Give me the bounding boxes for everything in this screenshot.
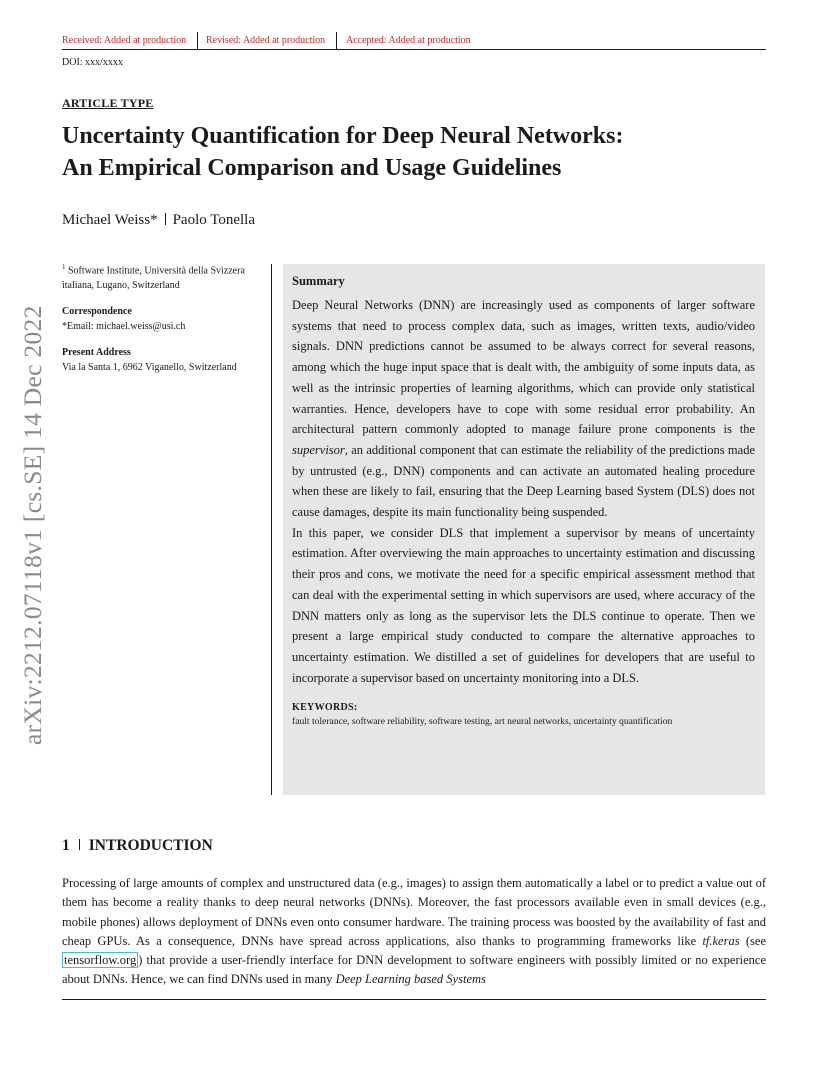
body-text: (see	[739, 933, 767, 948]
summary-heading: Summary	[292, 274, 345, 288]
summary-emphasis: supervisor	[292, 442, 345, 457]
column-divider	[271, 264, 272, 795]
affiliation-column	[62, 260, 258, 375]
section-title: INTRODUCTION	[88, 837, 213, 854]
author-separator	[165, 213, 166, 225]
paper-title	[62, 120, 762, 184]
keywords: fault tolerance, software reliability, software testing, art neural networks, uncertainty quantification	[292, 716, 673, 728]
body-emphasis: Deep Learning based Systems	[335, 972, 486, 987]
section-separator	[79, 839, 80, 850]
body-emphasis: tf.keras	[702, 933, 740, 948]
introduction-paragraph	[62, 874, 766, 990]
affiliation-marker: 1	[62, 263, 66, 271]
footer-rule	[62, 999, 766, 1000]
accepted-date: Accepted: Added at production	[346, 35, 471, 46]
summary-box	[283, 264, 765, 795]
correspondence-heading: Correspondence	[62, 306, 132, 318]
keywords-heading: KEYWORDS:	[292, 702, 358, 714]
summary-paragraph-2: In this paper, we consider DLS that implement a supervisor by means of uncertainty estimation. After overviewing the main approaches to uncertainty estimation and discussing their pros and cons, we motivate the need for a specific empirical assessment method that can deal with the experimental setting in which supervisors are used, where accuracy of the DNN matters only as long as the supervisor lets the DLS continue to operate. Then we present a large empirical study conducted to compare the alternative approaches to uncertainty estimation. We distilled a set of guidelines for developers that are useful to incorporate a supervisor based on uncertainty monitoring into a DLS.	[292, 525, 755, 685]
section-number: 1	[62, 837, 70, 854]
header-divider	[197, 32, 198, 49]
article-type: ARTICLE TYPE	[62, 96, 154, 110]
affiliation	[62, 260, 258, 293]
present-address: Via la Santa 1, 6962 Viganello, Switzerland	[62, 362, 237, 374]
summary-text: , an additional component that can estimate the reliability of the predictions made by untrusted (e.g., DNN) components and can activate an automated healing procedure when these are likely to fail, ensuring that the Deep Learning based System (DLS) does not cause damages, despite its main functionality being suspended.	[292, 442, 755, 520]
revised-date: Revised: Added at production	[206, 35, 326, 46]
title-line-1: Uncertainty Quantification for Deep Neural Networks:	[62, 123, 624, 149]
tensorflow-link[interactable]: tensorflow.org	[64, 953, 137, 968]
summary-paragraph-1	[292, 295, 755, 523]
section-heading	[62, 837, 213, 855]
address-heading: Present Address	[62, 347, 131, 359]
body-text: Processing of large amounts of complex and unstructured data (e.g., images) to assign them automatically a label or to predict a value out of them has become a reality thanks to deep neural networks (DNNs). Moreover, the fast processors available even in small devices (e.g., mobile phones) allows deployment of DNNs even onto consumer hardware. The training process was boosted by the availability of fast and cheap GPUs. As a consequence, DNNs have spread across applications, also thanks to programming frameworks like	[62, 876, 766, 948]
correspondence-email: *Email: michael.weiss@usi.ch	[62, 321, 186, 333]
author-list	[62, 212, 255, 229]
header-divider	[336, 32, 337, 49]
received-date: Received: Added at production	[62, 35, 187, 46]
title-line-2: An Empirical Comparison and Usage Guidelines	[62, 155, 562, 181]
body-text: ) that provide a user-friendly interface for DNN development to software engineers with possibly limited or no experience about DNNs. Hence, we can find DNNs used in many	[62, 953, 766, 987]
arxiv-stamp: arXiv:2212.07118v1 [cs.SE] 14 Dec 2022	[18, 305, 47, 745]
summary-text: Deep Neural Networks (DNN) are increasingly used as components of larger software systems that need to process complex data, such as images, written texts, audio/video signals. DNN predictions cannot be assumed to be always correct for several reasons, among which the huge input space that is dealt with, the ambiguity of some inputs data, as well as the intrinsic properties of learning algorithms, which can provide only statistical warranties. Hence, developers have to cope with some residual error probability. An architectural pattern commonly adopted to manage failure prone components is the	[292, 298, 755, 437]
doi: DOI: xxx/xxxx	[62, 57, 123, 68]
affiliation-text: Software Institute, Università della Svizzera italiana, Lugano, Switzerland	[62, 265, 245, 292]
author-2: Paolo Tonella	[172, 212, 256, 228]
header-rule	[62, 49, 766, 50]
author-1: Michael Weiss*	[62, 212, 158, 228]
